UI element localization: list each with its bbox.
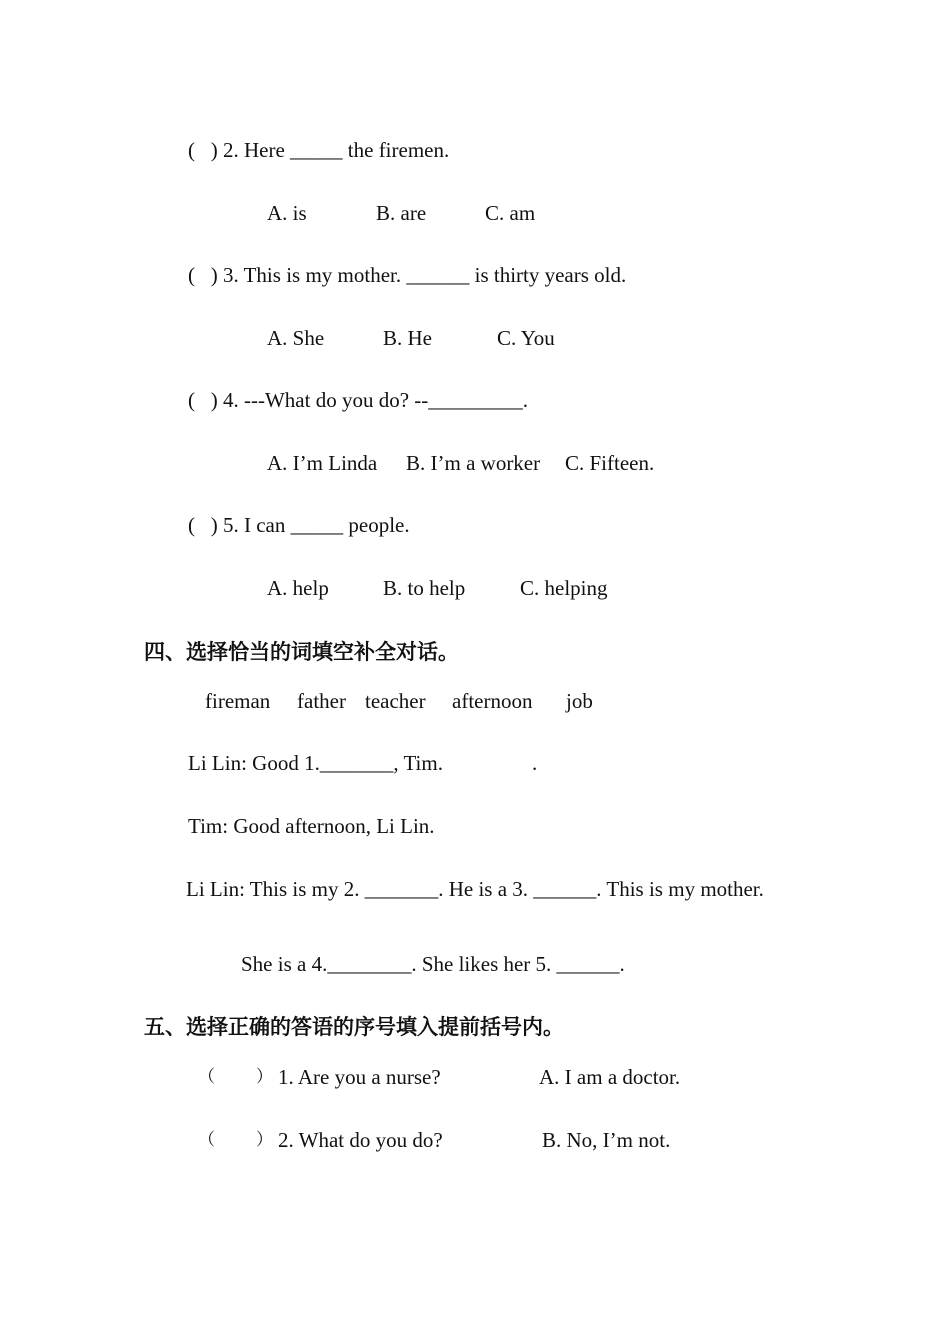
question-3-option-a: A. She <box>267 326 325 350</box>
word-bank-fireman: fireman <box>205 689 271 713</box>
question-2-option-a: A. is <box>267 201 307 225</box>
question-5-option-b: B. to help <box>383 576 466 600</box>
dialogue-line-4: She is a 4.________. She likes her 5. ______. <box>241 952 625 976</box>
question-3-option-c: C. You <box>497 326 555 350</box>
question-5-option-a: A. help <box>267 576 329 600</box>
match-1-bracket-close: ） <box>256 1067 273 1087</box>
question-2-stem: ( ) 2. Here _____ the firemen. <box>188 138 450 162</box>
question-4-stem: ( ) 4. ---What do you do? --_________. <box>188 388 528 412</box>
match-2-bracket-close: ） <box>256 1130 273 1150</box>
question-5-option-c: C. helping <box>520 576 608 600</box>
match-2-bracket-open: （ <box>198 1130 215 1150</box>
word-bank-teacher: teacher <box>365 689 426 713</box>
dialogue-line-2: Tim: Good afternoon, Li Lin. <box>188 814 435 838</box>
section-4-heading: 四、选择恰当的词填空补全对话。 <box>144 640 459 664</box>
section-5-heading: 五、选择正确的答语的序号填入提前括号内。 <box>144 1015 564 1039</box>
word-bank-job: job <box>566 689 593 713</box>
question-2-option-b: B. are <box>376 201 427 225</box>
question-4-option-c: C. Fifteen. <box>565 451 655 475</box>
word-bank-afternoon: afternoon <box>452 689 533 713</box>
match-1-answer: A. I am a doctor. <box>539 1065 681 1089</box>
question-4-option-a: A. I’m Linda <box>267 451 378 475</box>
question-3-stem: ( ) 3. This is my mother. ______ is thirty years old. <box>188 263 627 287</box>
dialogue-line-1: Li Lin: Good 1._______, Tim. <box>188 751 443 775</box>
stray-period: . <box>532 751 538 775</box>
question-5-stem: ( ) 5. I can _____ people. <box>188 513 410 537</box>
question-4-option-b: B. I’m a worker <box>406 451 541 475</box>
match-2-question: 2. What do you do? <box>278 1128 443 1152</box>
question-2-option-c: C. am <box>485 201 536 225</box>
question-3-option-b: B. He <box>383 326 432 350</box>
match-1-bracket-open: （ <box>198 1067 215 1087</box>
match-2-answer: B. No, I’m not. <box>542 1128 671 1152</box>
match-1-question: 1. Are you a nurse? <box>278 1065 441 1089</box>
dialogue-line-3: Li Lin: This is my 2. _______. He is a 3. ______. This is my mother. <box>186 877 764 901</box>
word-bank-father: father <box>297 689 346 713</box>
